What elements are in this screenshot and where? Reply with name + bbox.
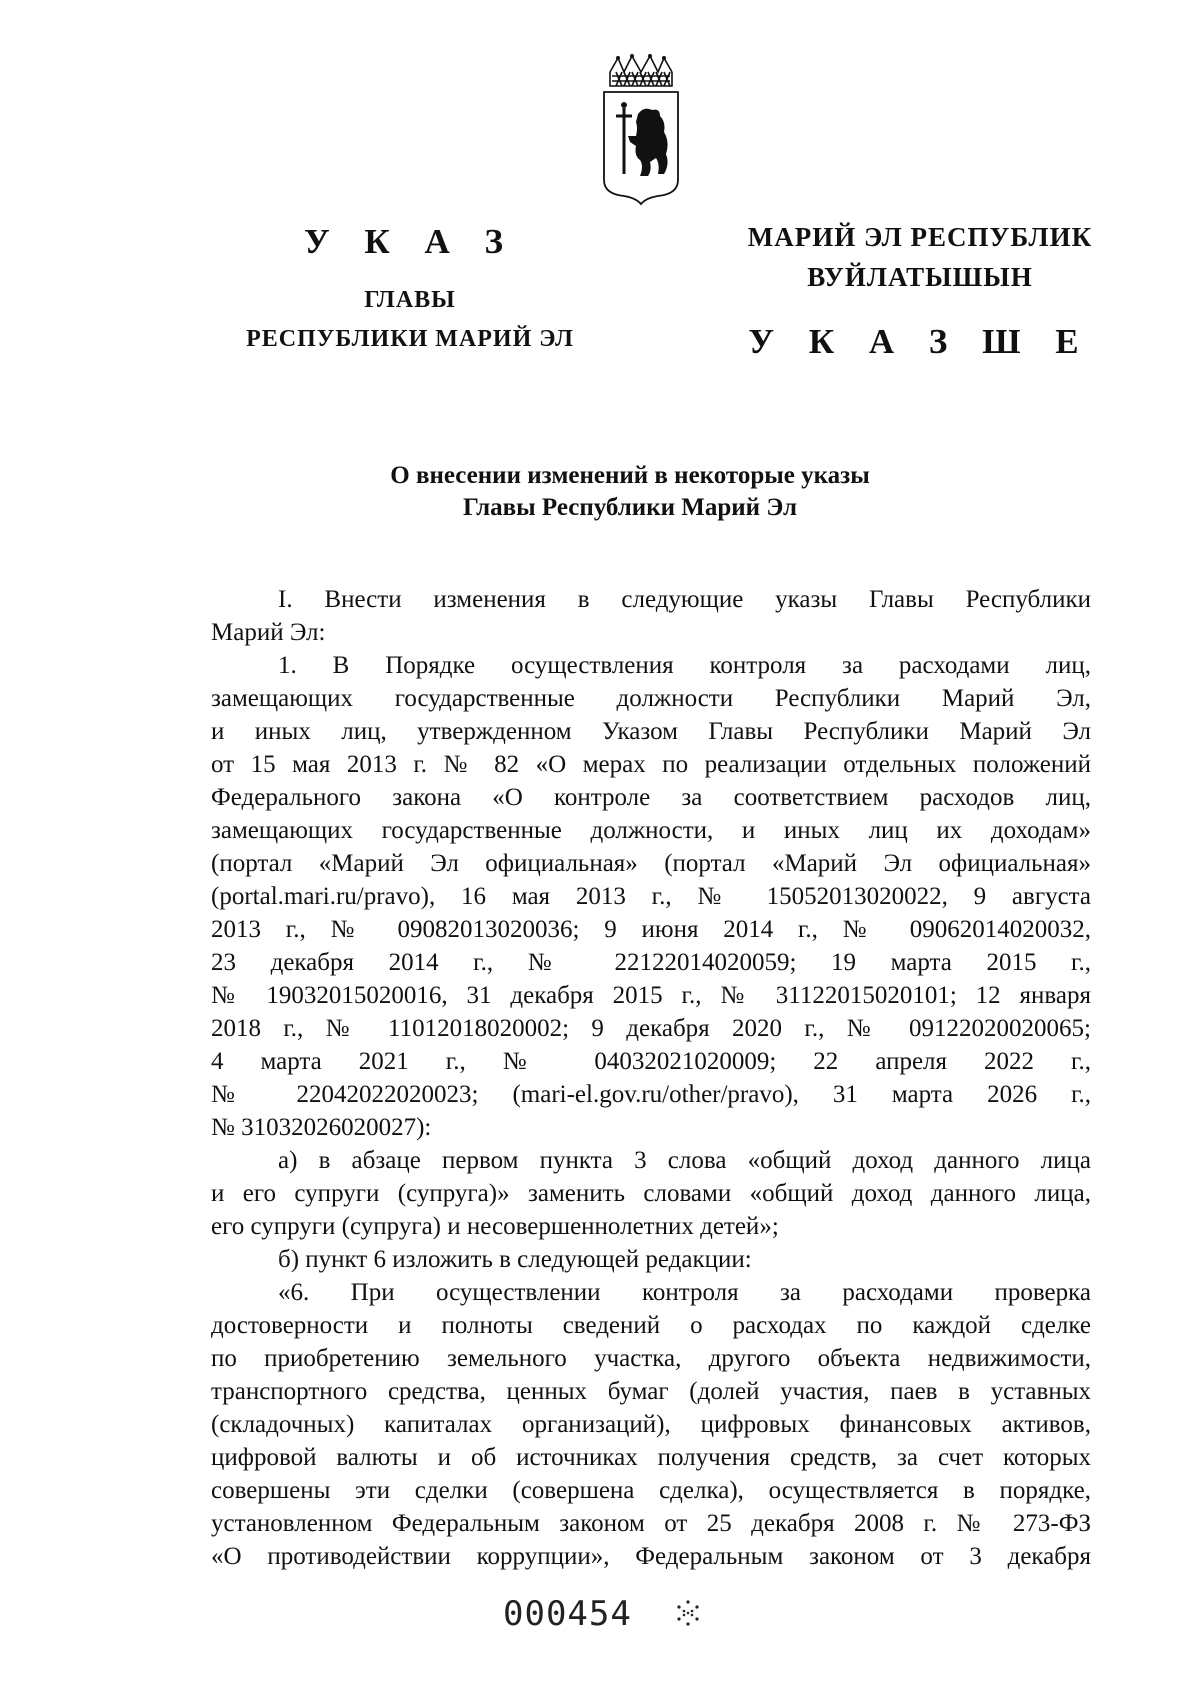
- body-line: 1. В Порядке осуществления контроля за расходами лиц,: [278, 652, 1091, 679]
- body-line: I. Внести изменения в следующие указы Главы Республики: [278, 586, 1091, 613]
- left-header-title: У К А З: [303, 222, 517, 261]
- body-line: (складочных) капиталах организаций), цифровых финансовых активов,: [211, 1411, 1091, 1438]
- body-line: от 15 мая 2013 г. № 82 «О мерах по реализации отдельных положений: [211, 751, 1091, 778]
- body-line: «6. При осуществлении контроля за расходами проверка: [278, 1279, 1091, 1306]
- body-line: установленном Федеральным законом от 25 декабря 2008 г. № 273-ФЗ: [211, 1510, 1091, 1537]
- body-line: достоверности и полноты сведений о расходах по каждой сделке: [211, 1312, 1091, 1339]
- right-header-title: У К А З Ш Е: [748, 322, 1092, 361]
- left-header-subtitle-line1: ГЛАВЫ: [364, 287, 456, 313]
- body-line: б) пункт 6 изложить в следующей редакции:: [278, 1246, 752, 1273]
- body-line: его супруги (супруга) и несовершеннолетних детей»;: [211, 1213, 779, 1240]
- body-line: 4 марта 2021 г., № 04032021020009; 22 апреля 2022 г.,: [211, 1048, 1091, 1075]
- body-line: «О противодействии коррупции», Федеральным законом от 3 декабря: [211, 1543, 1091, 1570]
- body-line: а) в абзаце первом пункта 3 слова «общий доход данного лица: [278, 1147, 1091, 1174]
- body-line: транспортного средства, ценных бумаг (долей участия, паев в уставных: [211, 1378, 1091, 1405]
- body-line: Федерального закона «О контроле за соответствием расходов лиц,: [211, 784, 1091, 811]
- coat-of-arms-icon: [600, 52, 682, 222]
- body-line: замещающих государственные должности, и иных лиц их доходам»: [211, 817, 1091, 844]
- serial-number: 000454: [503, 1594, 632, 1634]
- body-line: по приобретению земельного участка, другого объекта недвижимости,: [211, 1345, 1091, 1372]
- document-title-line2: Главы Республики Марий Эл: [463, 494, 797, 521]
- body-line: и иных лиц, утвержденном Указом Главы Республики Марий Эл: [211, 718, 1091, 745]
- body-line: № 31032026020027):: [211, 1114, 432, 1141]
- body-line: 2018 г., № 11012018020002; 9 декабря 2020 г., № 09122020020065;: [211, 1015, 1091, 1042]
- document-body: [211, 583, 1091, 1573]
- body-line: совершены эти сделки (совершена сделка), осуществляется в порядке,: [211, 1477, 1091, 1504]
- right-header-subtitle-line2: ВУЙЛАТЫШЫН: [807, 262, 1033, 292]
- body-line: и его супруги (супруга)» заменить словами «общий доход данного лица,: [211, 1180, 1091, 1207]
- body-line: (портал «Марий Эл официальная» (портал «Марий Эл официальная»: [211, 850, 1091, 877]
- body-line: № 19032015020016, 31 декабря 2015 г., № 31122015020101; 12 января: [211, 982, 1091, 1009]
- body-line: 2013 г., № 09082013020036; 9 июня 2014 г., № 09062014020032,: [211, 916, 1091, 943]
- document-title-line1: О внесении изменений в некоторые указы: [390, 462, 870, 489]
- body-line: замещающих государственные должности Республики Марий Эл,: [211, 685, 1091, 712]
- right-header-subtitle-line1: МАРИЙ ЭЛ РЕСПУБЛИК: [747, 222, 1093, 252]
- body-line: цифровой валюты и об источниках получения средств, за счет которых: [211, 1444, 1091, 1471]
- document-title: [250, 460, 1010, 524]
- body-line: Марий Эл:: [211, 619, 326, 646]
- security-mark-icon: [675, 1598, 701, 1628]
- body-line: № 22042022020023; (mari-el.gov.ru/other/pravo), 31 марта 2026 г.,: [211, 1081, 1091, 1108]
- left-header-subtitle-line2: РЕСПУБЛИКИ МАРИЙ ЭЛ: [246, 326, 574, 352]
- body-line: 23 декабря 2014 г., № 22122014020059; 19 марта 2015 г.,: [211, 949, 1091, 976]
- body-line: (portal.mari.ru/pravo), 16 мая 2013 г., № 15052013020022, 9 августа: [211, 883, 1091, 910]
